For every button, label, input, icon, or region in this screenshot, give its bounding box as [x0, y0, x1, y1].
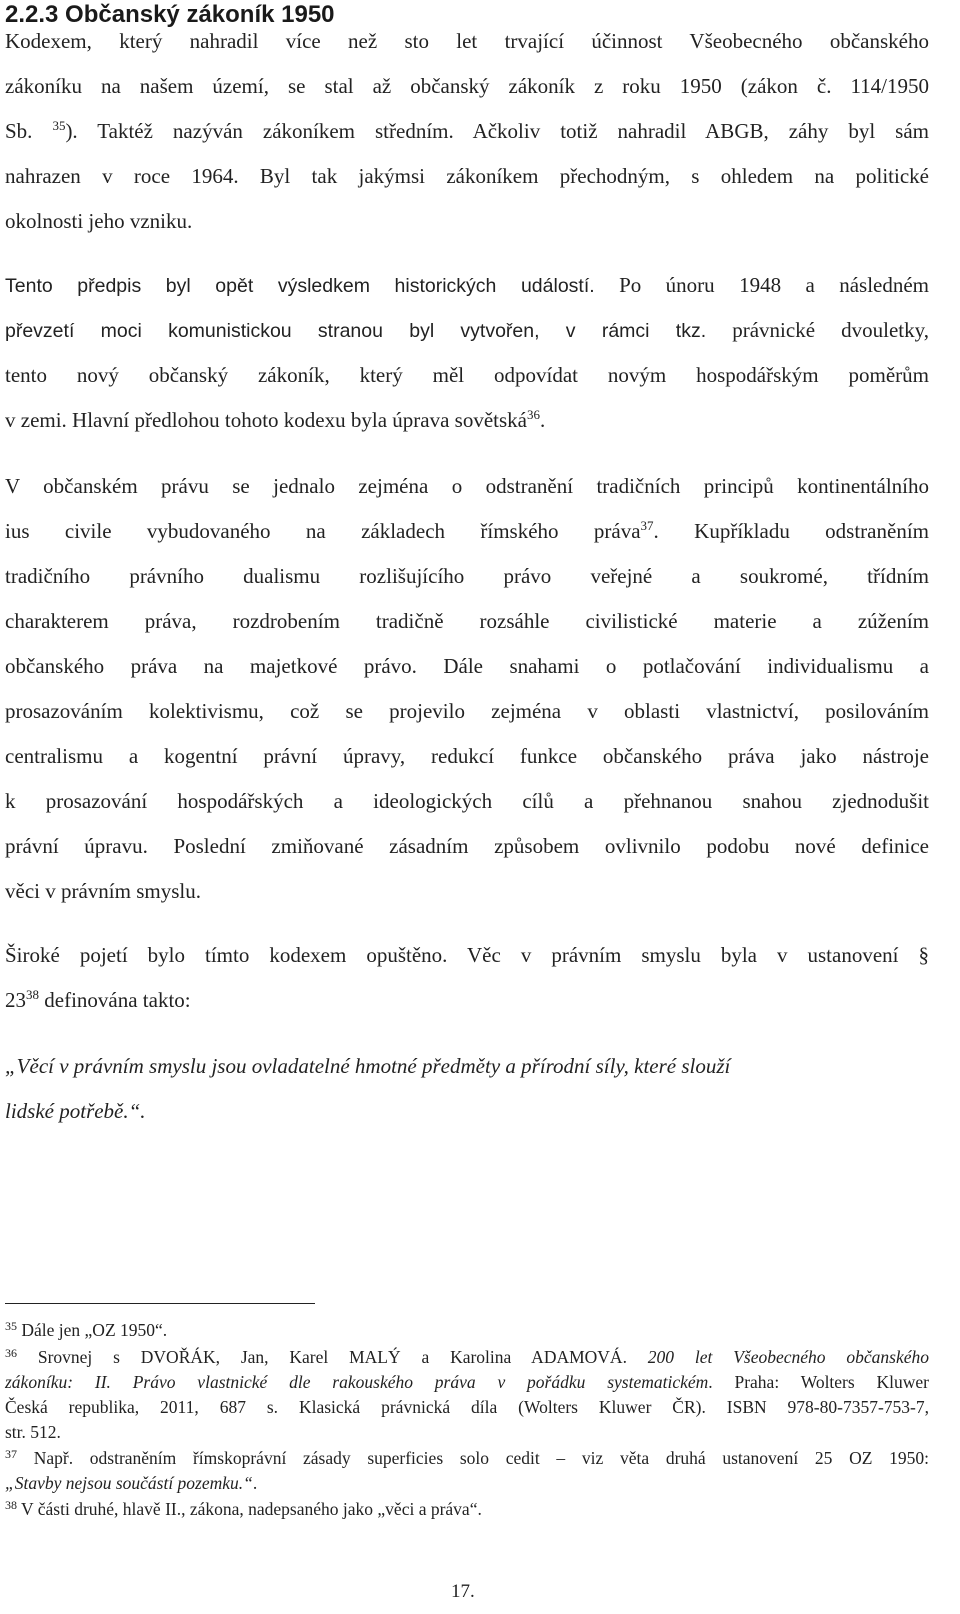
- p3-line-4: charakterem práva, rozdrobením tradičně rozsáhle civilistické materie a zúžením: [5, 609, 929, 633]
- footnote-35: $^{35}$ Dále jen „OZ 1950“.: [5, 1319, 168, 1340]
- p4-line-1: Široké pojetí bylo tímto kodexem opuštěno. Věc v právním smyslu byla v ustanovení §: [5, 943, 929, 967]
- p3-line-9: právní úpravu. Poslední zmiňované zásadním způsobem ovlivnilo podobu nové definice: [5, 834, 929, 858]
- p2-line-4: v zemi. Hlavní předlohou tohoto kodexu byla úprava sovětská$^{36}$.: [5, 407, 546, 432]
- footnote-37-line-1: $^{37}$ Např. odstraněním římskoprávní zásady superficies solo cedit – viz věta druhá ustanovení 25 OZ 1950:: [5, 1447, 929, 1468]
- footnote-ref-37[interactable]: 37: [640, 518, 654, 533]
- footnote-ref-36[interactable]: 36: [526, 407, 540, 422]
- p3-line-3: tradičního právního dualismu rozlišujícího právo veřejné a soukromé, třídním: [5, 564, 929, 588]
- p1-line-2: zákoníku na našem území, se stal až občanský zákoník z roku 1950 (zákon č. 114/1950: [5, 74, 929, 98]
- p2-line-1: Tento předpis byl opět výsledkem historických událostí. Po únoru 1948 a následném: [5, 273, 929, 297]
- p1-line-1: Kodexem, který nahradil více než sto let trvající účinnost Všeobecného občanského: [5, 29, 929, 53]
- p1-line-3: Sb. $^{35}$). Taktéž nazýván zákoníkem středním. Ačkoliv totiž nahradil ABGB, záhy byl sám: [5, 118, 929, 143]
- p1-line-4: nahrazen v roce 1964. Byl tak jakýmsi zákoníkem přechodným, s ohledem na politické: [5, 164, 929, 188]
- quote-line-1: „Věcí v právním smyslu jsou ovladatelné hmotné předměty a přírodní síly, které slouží: [5, 1054, 731, 1078]
- footnote-37-line-2: „Stavby nejsou součástí pozemku.“.: [5, 1473, 258, 1493]
- p3-line-7: centralismu a kogentní právní úpravy, redukcí funkce občanského práva jako nástroje: [5, 744, 929, 768]
- p3-line-8: k prosazování hospodářských a ideologických cílů a přehnanou snahou zjednodušit: [5, 789, 929, 813]
- footnote-36-line-4: str. 512.: [5, 1422, 61, 1442]
- p3-line-6: prosazováním kolektivismu, což se projevilo zejména v oblasti vlastnictví, posilováním: [5, 699, 929, 723]
- footnote-separator: [5, 1303, 315, 1304]
- footnote-38: $^{38}$ V části druhé, hlavě II., zákona, nadepsaného jako „věci a práva“.: [5, 1498, 482, 1519]
- p2-line-2: převzetí moci komunistickou stranou byl vytvořen, v rámci tkz. právnické dvouletky,: [5, 318, 930, 342]
- p3-line-5: občanského práva na majetkové právo. Dále snahami o potlačování individualismu a: [5, 654, 929, 678]
- p4-line-2: $23^{38}$ definována takto:: [5, 987, 191, 1012]
- page-number: 17.: [451, 1581, 475, 1602]
- p3-line-2: ius civile vybudovaného na základech římského práva$^{37}$. Kupříkladu odstraněním: [5, 518, 929, 543]
- quote-line-2: lidské potřebě.“.: [5, 1099, 146, 1123]
- footnote-36-line-1: $^{36}$ Srovnej s DVOŘÁK, Jan, Karel MALÝ a Karolina ADAMOVÁ. 200 let Všeobecného občanského: [5, 1346, 929, 1367]
- p3-line-10: věci v právním smyslu.: [5, 879, 201, 903]
- section-heading: 2.2.3 Občanský zákoník 1950: [5, 1, 335, 28]
- footnote-ref-35[interactable]: 35: [52, 118, 66, 133]
- footnote-36-line-3: Česká republika, 2011, 687 s. Klasická právnická díla (Wolters Kluwer ČR). ISBN 978-80-7357-753-7,: [5, 1397, 929, 1417]
- p2-line-3: tento nový občanský zákoník, který měl odpovídat novým hospodářským poměrům: [5, 363, 929, 387]
- p1-line-5: okolnosti jeho vzniku.: [5, 209, 193, 233]
- p3-line-1: V občanském právu se jednalo zejména o odstranění tradičních principů kontinentálního: [5, 474, 929, 498]
- footnote-ref-38[interactable]: 38: [26, 987, 39, 1002]
- footnote-36-line-2: zákoníku: II. Právo vlastnické dle rakouského práva v pořádku systematickém. Praha: Wolters Kluwer: [5, 1372, 930, 1392]
